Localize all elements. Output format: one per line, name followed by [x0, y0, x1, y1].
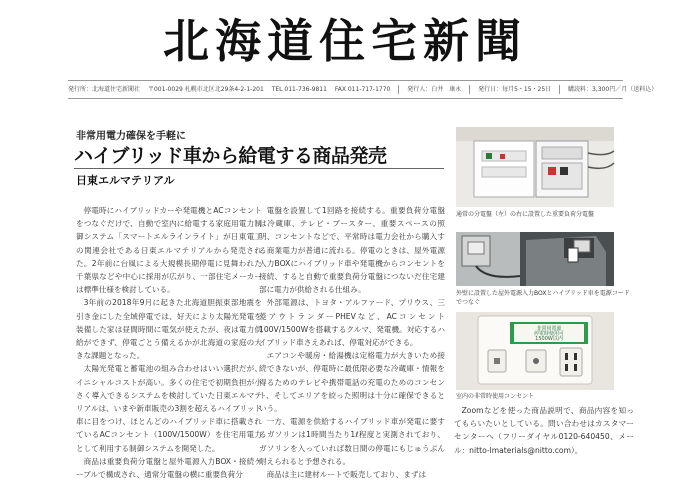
- paragraph: 太陽光発電と蓄電池の組み合わせはいい選択だが、イニシャルコストが高い。多くの住宅で初期負担が小さく導入できるシステムを検討していた日東エルマテリアルは、いまや新車販売の3割を超えるハイブリッド車に目をつけ、ほとんどのハイブリッド車に搭載されているACコンセント（100V/1500W）を住宅用電力として利用する制御システムを開発した。: [76, 364, 262, 453]
- publisher-phone: TEL 011-736-9811: [271, 86, 327, 93]
- publication-schedule: 発行日：毎月5・15・25日: [478, 86, 552, 93]
- article-column-3: [454, 404, 634, 457]
- paragraph: 商品は重要負荷分電盤と屋外電源入力BOX・接続ケーブルで構成され、通常分電盤の横に重要負荷分: [76, 456, 262, 480]
- editor-name: 発行人：白井 康永: [407, 86, 462, 93]
- divider: [398, 85, 399, 94]
- photo-distribution-boards: [456, 127, 614, 207]
- photo-caption: 通常の分電盤（左）の右に設置した重要負荷分電盤: [456, 211, 595, 218]
- article-kicker: 非常用電力確保を手軽に: [76, 131, 186, 142]
- article-company: 日東エルマテリアル: [76, 174, 175, 187]
- paragraph: 一方、電源を供給するハイブリッド車が発電に要するガソリンは1時間当たり1ℓ程度と実測されており、ガソリンを入っていれば数日間の停電にもじゅうぶん耐えられると予想される。: [259, 417, 445, 466]
- publisher-fax: FAX 011-717-1770: [334, 86, 391, 93]
- masthead: [0, 0, 690, 78]
- article-headline: ハイブリッド車から給電する商品発売: [74, 145, 387, 167]
- divider: [559, 85, 560, 94]
- paragraph: 外部電源は、トヨタ・アルファード、プリウス、三菱アウトランダーPHEVなど、ACコンセント100V/1500Wを搭載するクルマ、発電機。対応するハイブリッド車さえあれば、停電対応ができる。: [259, 298, 445, 348]
- publisher-info-bar: [68, 80, 658, 99]
- masthead-title: 北海道住宅新聞: [163, 14, 527, 68]
- paragraph: 商品は主に建材ルートで販売しており、まずは: [266, 470, 427, 480]
- photo-caption: 外壁に設置した屋外電源入力BOXとハイブリッド車を電源コードでつなぐ: [456, 290, 630, 306]
- outlet-label-line: 停電時使用可: [533, 331, 565, 337]
- photo-caption: 室内の非常時使用コンセント: [456, 393, 535, 400]
- article-column-2: [259, 204, 445, 481]
- publisher-address: 〒001-0029 札幌市北区北29条4-2-1-201: [147, 86, 264, 93]
- divider: [469, 85, 470, 94]
- photo-outdoor-power-box: [456, 232, 614, 286]
- paragraph: Zoomなどを使った商品説明で、商品内容を知ってもらいたいとしている。問い合わせはカスタマーセンターへ（フリーダイヤル0120-640450、メール：nitto-lmaterials@nitto.com）。: [454, 406, 634, 455]
- paragraph: エアコンや暖房・給湯機は定格電力が大きいため接続できないが、停電時に最低限必要な冷蔵庫・情報を得るためのテレビや携帯電話の充電のためのコンセント、そしてエリアを絞った照明は十分に確保できるという。: [259, 351, 445, 414]
- subscription-price: 購読料：3,300円／月（送料込）: [568, 86, 658, 93]
- publisher-name: 発行所：北海道住宅新聞社: [68, 86, 141, 93]
- article-column-1: [76, 204, 262, 481]
- paragraph: 電盤を設置して1回路を接続する。重要負荷分電盤は冷蔵庫、テレビ・ブースター、重要スペースの照明、コンセントなどで、平常時は電力会社から購入する商業電力が普通に流れる。停電のときは、屋外電源入力BOXにハイブリッド車や発電機からコンセントを接続、すると自動で重要負荷分電盤につないだ住宅建部に電力が供給される仕組み。: [259, 206, 445, 295]
- paragraph: 3年前の2018年9月に起きた北海道胆振東部地震を引き金にした全域停電では、好天により太陽光発電を装備した家は昼間時間に電気が使えたが、夜は電力供給ができず、停電ごとう備えるかが北海道の家庭の大きな課題となった。: [76, 298, 262, 361]
- photo-indoor-emergency-outlet: [456, 312, 614, 390]
- outlet-label-line: 1500W以内: [535, 336, 563, 342]
- outlet-label-line: 非常用電源: [536, 326, 562, 332]
- headline-rule: [74, 168, 444, 169]
- paragraph: 停電時にハイブリッドカーや発電機とACコンセントをつなぐだけで、自動で室内に給電する家庭用電力制御システム「スマートエルラインライト」が日東電工の関連会社である日東エルマテリアルから発売された。2年前に台風による大規模長期停電に見舞われた千葉県などや中心に採用が広がり、一部住宅メーカーは標準仕様を検討している。: [76, 206, 262, 295]
